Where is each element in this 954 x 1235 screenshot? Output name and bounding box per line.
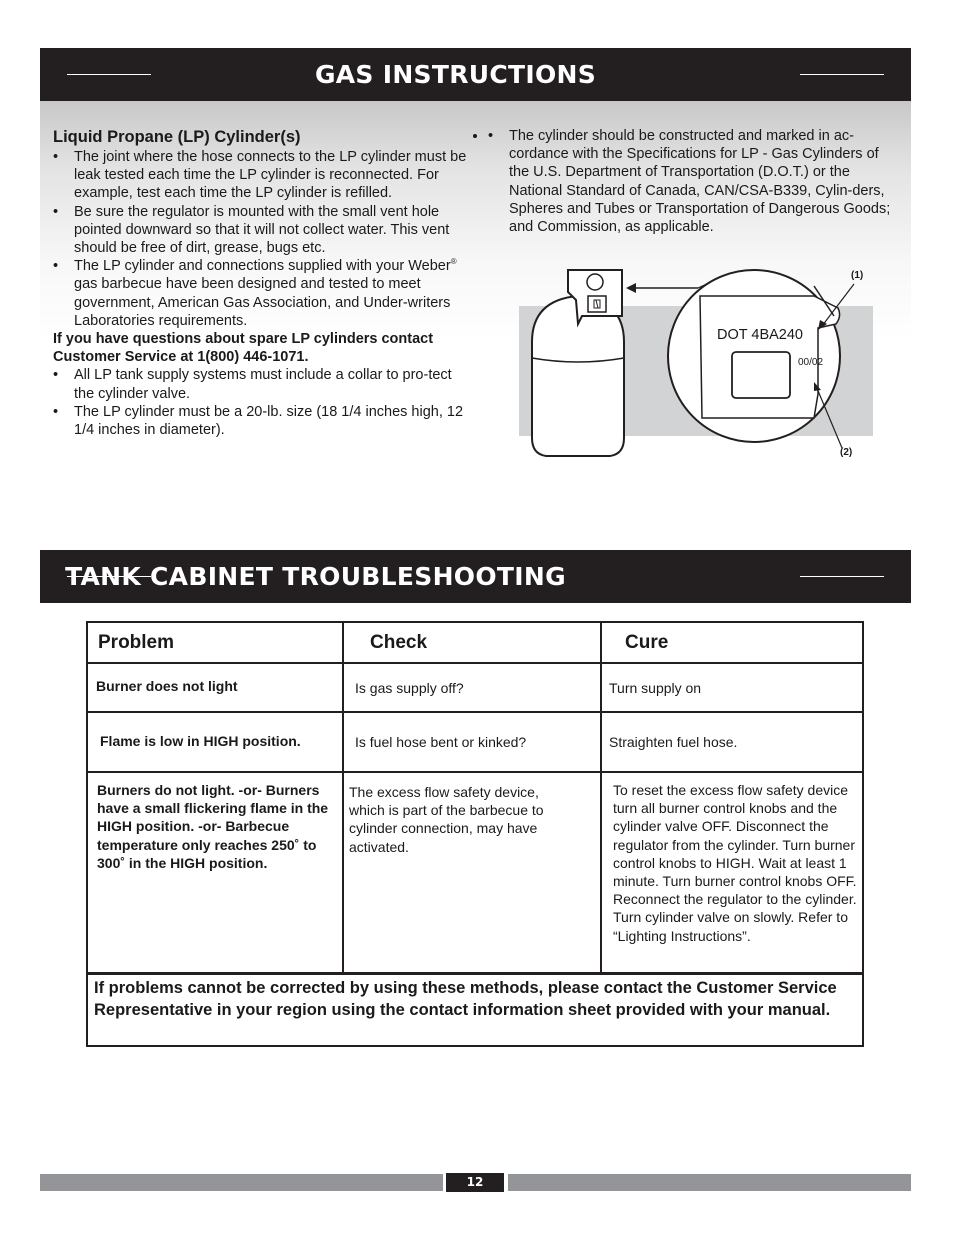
banner-rule-right — [800, 74, 884, 75]
row-divider — [88, 662, 862, 664]
row-3-cure: To reset the excess flow safety device turn all burner control knobs and the cylinder valve OFF. Disconnect the regulator from the cylinder. Turn burner control knobs to HIGH. Wait at least 1 minute. Turn burner control knobs OFF. Reconnect the regulator to the cylinder. Turn cylinder valve on slowly. Refer to “Lighting Instructions”. — [613, 782, 857, 944]
date-marking: 00/02 — [798, 357, 824, 368]
troubleshooting-table — [86, 621, 864, 1047]
callout-2-label: (2) — [840, 447, 853, 458]
row-2-problem: Flame is low in HIGH position. — [100, 733, 301, 749]
troubleshooting-footer-note: If problems cannot be corrected by using these methods, please contact the Customer Service Representative in your region using the contact information sheet provided with your manual. — [94, 979, 837, 1020]
customer-service-note: If you have questions about spare LP cylinders contact Customer Service at 1(800) 446-1071. — [53, 331, 434, 366]
row-3-check: The excess flow safety device, which is part of the barbecue to cylinder connection, may have activated. — [349, 784, 544, 855]
gas-left-column — [53, 127, 468, 439]
list-item: • The LP cylinder must be a 20-lb. size (18 1/4 inches high, 12 1/4 inches in diameter). — [53, 403, 468, 439]
lp-bullets-right — [488, 127, 898, 236]
row-divider — [88, 711, 862, 713]
list-item: • The joint where the hose connects to the LP cylinder must be leak tested each time the LP cylinder is reconnected. For example, test each time the LP cylinder is refilled. — [53, 148, 468, 203]
cylinder-illustration — [518, 262, 888, 462]
header-check: Check — [370, 632, 428, 653]
list-item: • All LP tank supply systems must include a collar to pro-tect the cylinder valve. — [53, 366, 468, 402]
registered-mark: ® — [450, 257, 457, 267]
row-2-cure: Straighten fuel hose. — [609, 734, 738, 750]
row-divider — [88, 972, 862, 975]
dot-marking: DOT 4BA240 — [717, 327, 803, 343]
row-1-check: Is gas supply off? — [355, 680, 464, 696]
list-item: • • The cylinder should be constructed and marked in ac-cordance with the Specifications for LP - Gas Cylinders of the U.S. Department of Transportation (D.O.T.) or the National Standard of Canada, CAN/CSA-B339, Cylin-ders, Spheres and Tubes or Transportation of Dangerous Goods; and Commission, as applicable. — [488, 127, 898, 236]
footer-bar-left — [40, 1174, 443, 1191]
gas-instructions-title: GAS INSTRUCTIONS — [314, 60, 597, 89]
column-divider — [342, 623, 344, 973]
list-item: • Be sure the regulator is mounted with the small vent hole pointed downward so that it will not collect water. This vent should be free of dirt, grease, bugs etc. — [53, 203, 468, 258]
column-divider — [600, 623, 602, 973]
row-1-cure: Turn supply on — [609, 680, 702, 696]
lp-cylinder-figure — [518, 262, 888, 462]
gas-right-column — [488, 127, 898, 236]
row-3-problem: Burners do not light. -or- Burners have a small flickering flame in the HIGH position. -or- Barbecue temperature only reaches 250˚ to 300˚ in the HIGH position. — [97, 782, 329, 871]
weber-text-post: gas barbecue have been designed and tested to meet government, American Gas Association, and Under-writers Laboratories requirements. — [74, 276, 451, 329]
row-2-check: Is fuel hose bent or kinked? — [355, 734, 527, 750]
list-item — [53, 257, 468, 330]
row-divider — [88, 771, 862, 773]
lp-bullets-b — [53, 366, 468, 439]
header-cure: Cure — [625, 632, 669, 653]
header-problem: Problem — [98, 632, 175, 653]
weber-text-pre: The LP cylinder and connections supplied with your Weber — [74, 258, 451, 275]
gas-instructions-banner — [40, 48, 911, 101]
stamp-box — [732, 352, 790, 398]
banner-rule-right — [800, 576, 884, 577]
lp-bullets-a — [53, 148, 468, 330]
row-1-problem: Burner does not light — [96, 678, 238, 694]
valve-knob — [587, 274, 603, 290]
callout-1-label: (1) — [851, 270, 864, 281]
troubleshooting-banner — [40, 550, 911, 603]
pointer-arrowhead — [626, 283, 636, 293]
lp-cylinder-heading: Liquid Propane (LP) Cylinder(s) — [53, 128, 301, 146]
troubleshooting-title: TANK CABINET TROUBLESHOOTING — [65, 562, 566, 591]
footer-bar-right — [508, 1174, 911, 1191]
page-number: 12 — [446, 1173, 504, 1192]
